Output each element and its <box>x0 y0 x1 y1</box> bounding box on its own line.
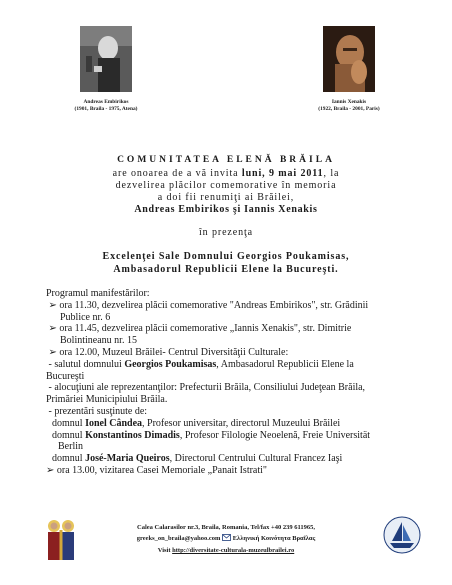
program-item: ➢ ora 13.00, vizitarea Casei Memoriale „Panait Istrati" <box>46 464 268 476</box>
invite-text: , la <box>323 168 340 179</box>
embirikos-name: Andreas Embirikos <box>83 99 129 105</box>
invite-line-b: dezvelirea plăcilor comemorative în memoria <box>115 180 337 191</box>
program-list <box>46 288 424 477</box>
embirikos-photo <box>80 26 132 92</box>
guest-line-1: Excelenţei Sale Domnului Georgios Poukamisas, <box>102 251 350 262</box>
program-sub-item: - prezentări susţinute de: <box>48 405 148 417</box>
xenakis-dates: (1922, Braila - 2001, Paris) <box>318 106 380 112</box>
footer-website-link[interactable]: http://diversitate-culturala-muzeulbrailei.ro <box>172 547 295 554</box>
envelope-icon <box>222 534 231 545</box>
presenter-cont: Berlin <box>58 441 83 453</box>
footer-email[interactable]: greeks_on_braila@yahoo.com <box>136 535 221 542</box>
program-item: ➢ ora 12.00, Muzeul Brăilei- Centrul Diversităţii Culturale: <box>48 346 289 358</box>
organization-title: COMUNITATEA ELENĂ BRĂILA <box>117 155 335 165</box>
invite-text: are onoarea de a vă invita <box>112 168 242 179</box>
program-item: ➢ ora 11.45, dezvelirea plăcii comemorative „Iannis Xenakis", str. Dimitrie <box>48 323 352 335</box>
presenter: domnul José-Maria Queiros, Directorul Centrului Cultural Francez Iaşi <box>52 453 343 465</box>
invite-line-c: a doi fii renumiţi ai Brăilei, <box>157 192 295 203</box>
honorees-names: Andreas Embirikos şi Iannis Xenakis <box>134 204 318 215</box>
invite-line-a <box>0 168 452 179</box>
program-item-cont: Bolintineanu nr. 15 <box>60 335 137 347</box>
program-sub-item: - salutul domnului Georgios Poukamisas, Ambasadorul Republicii Elene la <box>48 358 354 370</box>
arrow-bullet-icon: ➢ <box>46 464 55 476</box>
program-sub-item: - alocuţiuni ale reprezentanţilor: Prefecturii Brăila, Consiliului Judeţean Brăila, <box>48 382 366 394</box>
arrow-bullet-icon: ➢ <box>48 323 57 335</box>
embirikos-dates: (1901, Braila - 1975, Atena) <box>74 106 138 112</box>
presenter: domnul Konstantinos Dimadis, Profesor Filologie Neoelenă, Freie Universität <box>52 429 371 441</box>
footer-address: Calea Calarasilor nr.3, Braila, Romania, Tel/fax +40 239 611965, <box>137 524 315 531</box>
right-photo-caption <box>289 99 409 113</box>
footer-visit: Visit http://diversitate-culturala-muzeulbrailei.ro <box>157 547 295 554</box>
left-photo-caption <box>46 99 166 113</box>
arrow-bullet-icon: ➢ <box>48 346 57 358</box>
program-sub-item-cont: Primăriei Municipiului Brăila. <box>46 394 168 406</box>
program-item: ➢ ora 11.30, dezvelirea plăcii comemorative "Andreas Embirikos", str. Grădinii <box>48 299 369 311</box>
presence-text: în prezenţa <box>198 227 254 238</box>
guest-line-2: Ambasadorul Republicii Elene la Bucureşti. <box>113 264 339 275</box>
program-item-cont: Publice nr. 6 <box>60 311 111 323</box>
arrow-bullet-icon: ➢ <box>48 299 57 311</box>
presenter: domnul Ionel Cândea, Profesor universitar, directorul Muzeului Brăilei <box>52 417 341 429</box>
xenakis-name: Iannis Xenakis <box>331 99 367 105</box>
footer-contact <box>0 533 452 545</box>
footer-greek-name: Ελληνική Κοινότητα Βραΐλας <box>232 535 316 542</box>
event-date: luni, 9 mai 2011 <box>241 168 324 179</box>
program-title: Programul manifestărilor: <box>46 288 150 299</box>
footer <box>0 522 452 556</box>
program-sub-item-cont: Bucureşti <box>46 370 85 382</box>
xenakis-photo <box>323 26 375 92</box>
